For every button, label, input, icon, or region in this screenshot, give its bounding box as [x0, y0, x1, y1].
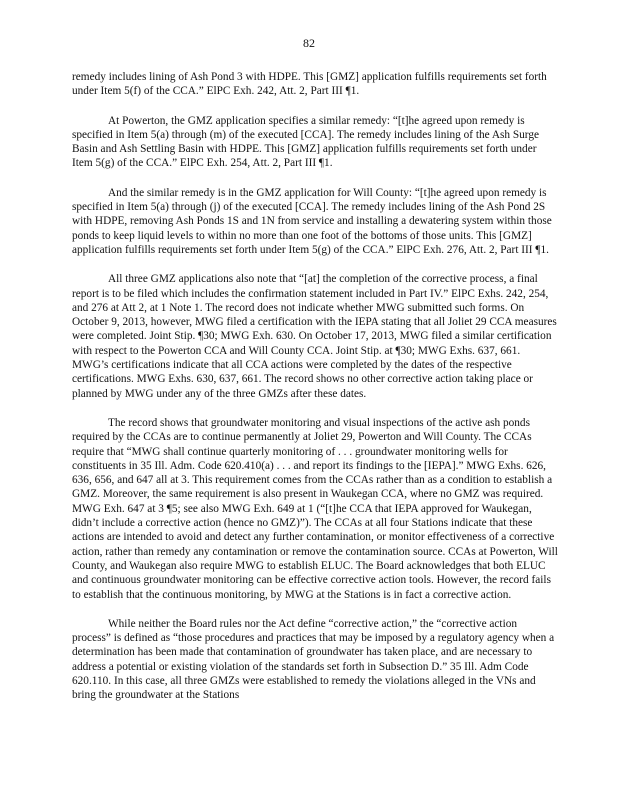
paragraph-3: And the similar remedy is in the GMZ application for Will County: “[t]he agreed upon remedy is specified in Item 5(a) through (j) of the executed [CCA]. The remedy includes lining of the Ash Pond 2S with HDPE, removing Ash Ponds 1S and 1N from service and installing a dewatering system within those ponds to keep liquid levels to within no more than one foot of the bottoms of those units. This [GMZ] application fulfills requirements set forth under Item 5(g) of the CCA.” ElPC Exh. 276, Att. 2, Part III ¶1. — [72, 186, 552, 256]
document-body — [72, 70, 558, 718]
paragraph-6: While neither the Board rules nor the Act define “corrective action,” the “corrective action process” is defined as “those procedures and practices that may be imposed by a regulatory agency when a determination has been made that contamination of groundwater has taken place, and are necessary to address a potential or existing violation of the standards set forth in Subsection D.” 35 Ill. Adm Code 620.110. In this case, all three GMZs were established to remedy the violations alleged in the VNs and bring the groundwater at the Stations — [72, 617, 555, 702]
paragraph-5: The record shows that groundwater monitoring and visual inspections of the active ash ponds required by the CCAs are to continue permanently at Joliet 29, Powerton and Will County. The CCAs require that “MWG shall continue quarterly monitoring of . . . groundwater monitoring wells for constituents in 35 Ill. Adm. Code 620.410(a) . . . and report its findings to the [IEPA].” MWG Exhs. 626, 636, 656, and 647 all at 3. This requirement comes from the CCAs rather than as a condition to establish a GMZ. Moreover, the same requirement is also present in Waukegan CCA, where no GMZ was required. MWG Exh. 647 at 3 ¶5; see also MWG Exh. 649 at 1 (“[t]he CCA that IEPA approved for Waukegan, didn’t include a corrective action (hence no GMZ)”). The CCAs at all four Stations indicate that these actions are intended to avoid and detect any further contamination, or monitor effectiveness of a corrective action, rather than remedy any contamination or remove the contamination source. CCAs at Powerton, Will County, and Waukegan also require MWG to establish ELUC. The Board acknowledges that both ELUC and continuous groundwater monitoring can be effective corrective action tools. However, the record fails to establish that the continuous monitoring, by MWG at the Stations is in fact a corrective action. — [72, 416, 558, 601]
paragraph-4: All three GMZ applications also note that “[at] the completion of the corrective process, a final report is to be filed which includes the confirmation statement included in Part IV.” ElPC Exhs. 242, 254, and 276 at Att 2, at 1 Note 1. The record does not indicate whether MWG submitted such forms. On October 9, 2013, however, MWG filed a certification with the IEPA stating that all Joliet 29 CCA measures were completed. Joint Stip. ¶30; MWG Exh. 630. On October 17, 2013, MWG filed a similar certification with respect to the Powerton CCA and Will County CCA. Joint Stip. at ¶30; MWG Exhs. 637, 661. MWG’s certifications indicate that all CCA actions were completed by the dates of the respective certifications. MWG Exhs. 630, 637, 661. The record shows no other corrective action taking place or planned by MWG under any of the three GMZs after these dates. — [72, 273, 557, 400]
paragraph-2: At Powerton, the GMZ application specifies a similar remedy: “[t]he agreed upon remedy is specified in Item 5(a) through (m) of the executed [CCA]. The remedy includes lining of the Ash Surge Basin and Ash Settling Basin with HDPE. This [GMZ] application fulfills requirements set forth under Item 5(g) of the CCA.” ElPC Exh. 254, Att. 2, Part III ¶1. — [72, 114, 540, 170]
page-number: 82 — [303, 36, 315, 50]
paragraph-1: remedy includes lining of Ash Pond 3 with HDPE. This [GMZ] application fulfills requirements set forth under Item 5(f) of the CCA.” ElPC Exh. 242, Att. 2, Part III ¶1. — [72, 71, 547, 98]
